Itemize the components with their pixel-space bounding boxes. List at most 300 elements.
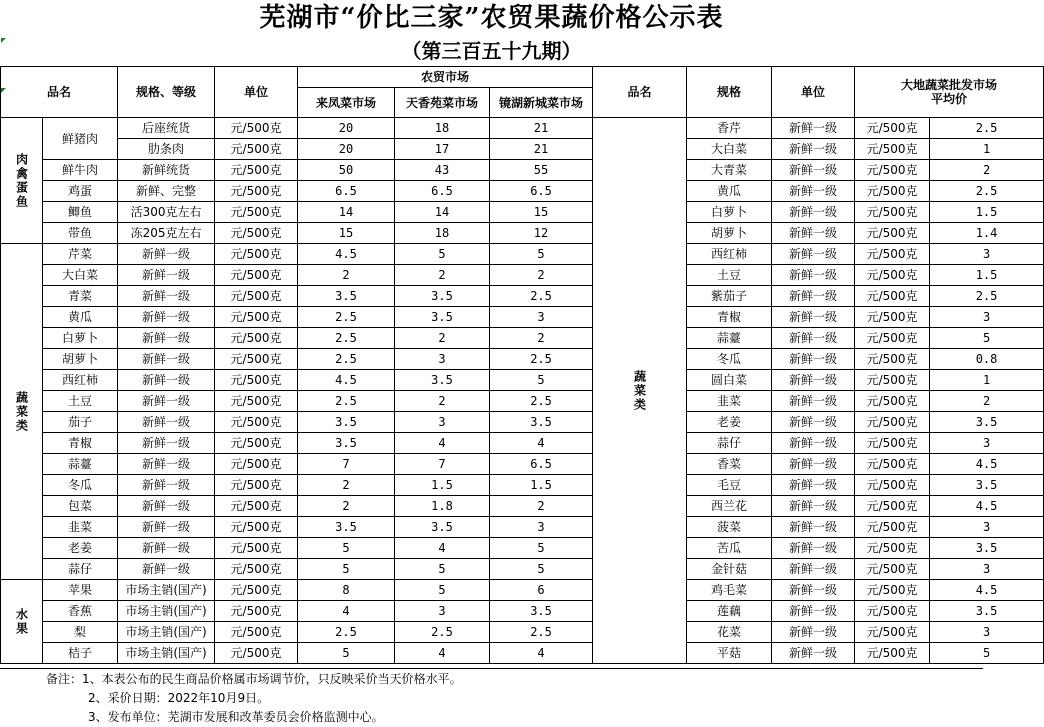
table-row bbox=[1, 181, 1044, 202]
item-spec-right: 新鲜一级 bbox=[772, 244, 855, 265]
price-market-3: 4 bbox=[490, 643, 593, 664]
item-spec-right: 新鲜一级 bbox=[772, 139, 855, 160]
item-unit: 元/500克 bbox=[215, 643, 298, 664]
item-unit: 元/500克 bbox=[215, 517, 298, 538]
item-name: 带鱼 bbox=[43, 223, 118, 244]
item-name-right: 蒜薹 bbox=[687, 328, 772, 349]
header-spec: 规格、等级 bbox=[118, 67, 215, 118]
table-row bbox=[1, 349, 1044, 370]
price-market-1: 4 bbox=[298, 601, 395, 622]
price-market-1: 2.5 bbox=[298, 391, 395, 412]
item-unit-right: 元/500克 bbox=[855, 433, 930, 454]
item-unit-right: 元/500克 bbox=[855, 496, 930, 517]
item-name: 韭菜 bbox=[43, 517, 118, 538]
price-market-1: 2 bbox=[298, 475, 395, 496]
item-name: 芹菜 bbox=[43, 244, 118, 265]
price-wholesale: 5 bbox=[930, 643, 1044, 664]
price-market-1: 4.5 bbox=[298, 244, 395, 265]
table-row bbox=[1, 433, 1044, 454]
price-market-3: 21 bbox=[490, 139, 593, 160]
item-spec-right: 新鲜一级 bbox=[772, 370, 855, 391]
table-row bbox=[1, 286, 1044, 307]
item-unit-right: 元/500克 bbox=[855, 412, 930, 433]
price-market-1: 4.5 bbox=[298, 370, 395, 391]
item-spec: 后座统货 bbox=[118, 118, 215, 139]
item-name-right: 大白菜 bbox=[687, 139, 772, 160]
header-wholesale-line2: 平均价 bbox=[931, 92, 968, 106]
price-market-3: 3.5 bbox=[490, 601, 593, 622]
item-unit: 元/500克 bbox=[215, 307, 298, 328]
price-market-2: 14 bbox=[395, 202, 490, 223]
table-row bbox=[1, 475, 1044, 496]
price-market-3: 6.5 bbox=[490, 181, 593, 202]
price-market-2: 3.5 bbox=[395, 286, 490, 307]
item-unit-right: 元/500克 bbox=[855, 454, 930, 475]
price-market-3: 2.5 bbox=[490, 349, 593, 370]
item-spec-right: 新鲜一级 bbox=[772, 391, 855, 412]
price-market-3: 4 bbox=[490, 433, 593, 454]
price-market-3: 3.5 bbox=[490, 412, 593, 433]
item-name: 鲜牛肉 bbox=[43, 160, 118, 181]
item-spec-right: 新鲜一级 bbox=[772, 517, 855, 538]
item-spec-right: 新鲜一级 bbox=[772, 265, 855, 286]
item-unit: 元/500克 bbox=[215, 559, 298, 580]
category-veg-right: 蔬菜类 bbox=[593, 118, 687, 664]
price-market-3: 2 bbox=[490, 265, 593, 286]
item-spec: 新鲜一级 bbox=[118, 265, 215, 286]
item-unit-right: 元/500克 bbox=[855, 559, 930, 580]
item-spec: 肋条肉 bbox=[118, 139, 215, 160]
item-unit-right: 元/500克 bbox=[855, 391, 930, 412]
price-market-2: 6.5 bbox=[395, 181, 490, 202]
price-market-2: 2.5 bbox=[395, 622, 490, 643]
item-name-right: 平菇 bbox=[687, 643, 772, 664]
price-market-2: 4 bbox=[395, 538, 490, 559]
category-meat: 肉禽蛋鱼 bbox=[1, 118, 43, 244]
table-row bbox=[1, 559, 1044, 580]
item-name-right: 蒜仔 bbox=[687, 433, 772, 454]
table-row bbox=[1, 391, 1044, 412]
price-market-2: 3.5 bbox=[395, 370, 490, 391]
item-name: 蒜仔 bbox=[43, 559, 118, 580]
price-wholesale: 3 bbox=[930, 517, 1044, 538]
price-market-3: 2.5 bbox=[490, 391, 593, 412]
item-name: 苹果 bbox=[43, 580, 118, 601]
price-market-3: 3 bbox=[490, 307, 593, 328]
item-unit-right: 元/500克 bbox=[855, 643, 930, 664]
item-unit: 元/500克 bbox=[215, 370, 298, 391]
price-wholesale: 4.5 bbox=[930, 496, 1044, 517]
item-spec: 市场主销(国产) bbox=[118, 643, 215, 664]
price-market-2: 3 bbox=[395, 601, 490, 622]
price-market-2: 3.5 bbox=[395, 307, 490, 328]
item-spec-right: 新鲜一级 bbox=[772, 559, 855, 580]
item-spec: 市场主销(国产) bbox=[118, 580, 215, 601]
item-name: 青椒 bbox=[43, 433, 118, 454]
item-spec: 市场主销(国产) bbox=[118, 601, 215, 622]
item-spec-right: 新鲜一级 bbox=[772, 454, 855, 475]
price-market-2: 7 bbox=[395, 454, 490, 475]
item-name: 胡萝卜 bbox=[43, 349, 118, 370]
price-wholesale: 4.5 bbox=[930, 580, 1044, 601]
item-name-right: 莲藕 bbox=[687, 601, 772, 622]
corner-marker-icon bbox=[1, 38, 6, 43]
note-2: 2、采价日期：2022年10月9日。 bbox=[88, 691, 270, 705]
item-spec: 新鲜一级 bbox=[118, 538, 215, 559]
price-market-3: 5 bbox=[490, 244, 593, 265]
item-unit-right: 元/500克 bbox=[855, 118, 930, 139]
item-unit-right: 元/500克 bbox=[855, 622, 930, 643]
table-row bbox=[1, 223, 1044, 244]
item-name-right: 大青菜 bbox=[687, 160, 772, 181]
price-market-2: 5 bbox=[395, 559, 490, 580]
item-spec: 新鲜一级 bbox=[118, 517, 215, 538]
item-name: 梨 bbox=[43, 622, 118, 643]
item-name-right: 香芹 bbox=[687, 118, 772, 139]
item-name: 老姜 bbox=[43, 538, 118, 559]
header-wholesale bbox=[855, 67, 1044, 118]
price-market-2: 5 bbox=[395, 244, 490, 265]
item-unit-right: 元/500克 bbox=[855, 328, 930, 349]
item-name-right: 白萝卜 bbox=[687, 202, 772, 223]
item-unit: 元/500克 bbox=[215, 286, 298, 307]
item-name-right: 韭菜 bbox=[687, 391, 772, 412]
price-market-3: 5 bbox=[490, 538, 593, 559]
price-market-3: 6 bbox=[490, 580, 593, 601]
price-wholesale: 4.5 bbox=[930, 454, 1044, 475]
price-market-3: 2 bbox=[490, 496, 593, 517]
item-unit-right: 元/500克 bbox=[855, 601, 930, 622]
item-unit: 元/500克 bbox=[215, 412, 298, 433]
item-spec-right: 新鲜一级 bbox=[772, 643, 855, 664]
item-spec: 新鲜一级 bbox=[118, 244, 215, 265]
item-unit-right: 元/500克 bbox=[855, 223, 930, 244]
price-wholesale: 3 bbox=[930, 433, 1044, 454]
header-market-1: 来凤菜市场 bbox=[298, 88, 395, 118]
item-name-right: 鸡毛菜 bbox=[687, 580, 772, 601]
item-unit: 元/500克 bbox=[215, 391, 298, 412]
price-market-1: 15 bbox=[298, 223, 395, 244]
item-spec: 新鲜一级 bbox=[118, 328, 215, 349]
item-unit: 元/500克 bbox=[215, 496, 298, 517]
item-spec-right: 新鲜一级 bbox=[772, 286, 855, 307]
header-market-group: 农贸市场 bbox=[298, 67, 593, 88]
table-row bbox=[1, 118, 1044, 139]
item-name: 鲫鱼 bbox=[43, 202, 118, 223]
header-wholesale-line1: 大地蔬菜批发市场 bbox=[901, 78, 998, 92]
price-market-1: 3.5 bbox=[298, 412, 395, 433]
item-name-right: 青椒 bbox=[687, 307, 772, 328]
price-market-1: 20 bbox=[298, 118, 395, 139]
price-market-3: 2 bbox=[490, 328, 593, 349]
price-market-1: 3.5 bbox=[298, 517, 395, 538]
item-spec: 新鲜一级 bbox=[118, 412, 215, 433]
item-name: 鲜猪肉 bbox=[43, 118, 118, 160]
item-name: 香蕉 bbox=[43, 601, 118, 622]
price-wholesale: 3 bbox=[930, 244, 1044, 265]
item-spec-right: 新鲜一级 bbox=[772, 223, 855, 244]
item-unit: 元/500克 bbox=[215, 118, 298, 139]
item-unit: 元/500克 bbox=[215, 181, 298, 202]
price-market-1: 5 bbox=[298, 643, 395, 664]
item-name-right: 毛豆 bbox=[687, 475, 772, 496]
item-name: 茄子 bbox=[43, 412, 118, 433]
item-spec: 新鲜统货 bbox=[118, 160, 215, 181]
item-spec: 新鲜一级 bbox=[118, 433, 215, 454]
price-market-3: 2.5 bbox=[490, 622, 593, 643]
item-unit: 元/500克 bbox=[215, 454, 298, 475]
header-unit: 单位 bbox=[215, 67, 298, 118]
item-name: 包菜 bbox=[43, 496, 118, 517]
table-row bbox=[1, 370, 1044, 391]
item-name: 大白菜 bbox=[43, 265, 118, 286]
header-name: 品名 bbox=[1, 67, 118, 118]
price-market-1: 20 bbox=[298, 139, 395, 160]
price-wholesale: 3 bbox=[930, 622, 1044, 643]
price-wholesale: 3.5 bbox=[930, 601, 1044, 622]
price-market-1: 14 bbox=[298, 202, 395, 223]
price-market-3: 6.5 bbox=[490, 454, 593, 475]
item-unit-right: 元/500克 bbox=[855, 307, 930, 328]
price-market-3: 5 bbox=[490, 559, 593, 580]
price-market-3: 21 bbox=[490, 118, 593, 139]
table-row bbox=[1, 622, 1044, 643]
item-spec: 新鲜一级 bbox=[118, 475, 215, 496]
corner-marker-icon bbox=[1, 88, 6, 93]
price-market-1: 3.5 bbox=[298, 286, 395, 307]
item-name-right: 西兰花 bbox=[687, 496, 772, 517]
item-unit-right: 元/500克 bbox=[855, 517, 930, 538]
item-spec-right: 新鲜一级 bbox=[772, 181, 855, 202]
table-row bbox=[1, 643, 1044, 664]
category-veg: 蔬菜类 bbox=[1, 244, 43, 580]
table-row bbox=[1, 202, 1044, 223]
item-spec: 活300克左右 bbox=[118, 202, 215, 223]
item-unit: 元/500克 bbox=[215, 433, 298, 454]
item-spec-right: 新鲜一级 bbox=[772, 202, 855, 223]
price-market-2: 18 bbox=[395, 118, 490, 139]
price-wholesale: 2 bbox=[930, 160, 1044, 181]
note-1: 备注：1、本表公布的民生商品价格属市场调节价，只反映采价当天价格水平。 bbox=[46, 672, 462, 686]
price-market-1: 3.5 bbox=[298, 433, 395, 454]
item-spec: 新鲜一级 bbox=[118, 307, 215, 328]
item-spec-right: 新鲜一级 bbox=[772, 307, 855, 328]
item-unit-right: 元/500克 bbox=[855, 181, 930, 202]
price-market-1: 2.5 bbox=[298, 328, 395, 349]
header-market-2: 天香苑菜市场 bbox=[395, 88, 490, 118]
header-name-right: 品名 bbox=[593, 67, 687, 118]
item-unit: 元/500克 bbox=[215, 601, 298, 622]
item-name: 冬瓜 bbox=[43, 475, 118, 496]
price-wholesale: 0.8 bbox=[930, 349, 1044, 370]
item-unit: 元/500克 bbox=[215, 622, 298, 643]
item-unit-right: 元/500克 bbox=[855, 202, 930, 223]
item-name-right: 香菜 bbox=[687, 454, 772, 475]
item-name-right: 老姜 bbox=[687, 412, 772, 433]
price-wholesale: 2 bbox=[930, 391, 1044, 412]
header-market-3: 镜湖新城菜市场 bbox=[490, 88, 593, 118]
note-3: 3、发布单位：芜湖市发展和改革委员会价格监测中心。 bbox=[88, 710, 384, 724]
item-spec-right: 新鲜一级 bbox=[772, 622, 855, 643]
price-market-3: 55 bbox=[490, 160, 593, 181]
item-spec: 新鲜一级 bbox=[118, 286, 215, 307]
item-spec: 新鲜、完整 bbox=[118, 181, 215, 202]
price-market-2: 3.5 bbox=[395, 517, 490, 538]
item-unit-right: 元/500克 bbox=[855, 538, 930, 559]
item-name-right: 圆白菜 bbox=[687, 370, 772, 391]
item-spec: 新鲜一级 bbox=[118, 370, 215, 391]
item-spec: 新鲜一级 bbox=[118, 391, 215, 412]
price-wholesale: 2.5 bbox=[930, 181, 1044, 202]
price-market-2: 2 bbox=[395, 328, 490, 349]
price-market-1: 50 bbox=[298, 160, 395, 181]
item-spec: 新鲜一级 bbox=[118, 349, 215, 370]
price-market-1: 2.5 bbox=[298, 307, 395, 328]
item-name: 鸡蛋 bbox=[43, 181, 118, 202]
item-unit: 元/500克 bbox=[215, 265, 298, 286]
price-wholesale: 3 bbox=[930, 559, 1044, 580]
price-market-3: 1.5 bbox=[490, 475, 593, 496]
table-row bbox=[1, 496, 1044, 517]
price-wholesale: 3 bbox=[930, 307, 1044, 328]
item-spec: 新鲜一级 bbox=[118, 454, 215, 475]
item-name: 蒜薹 bbox=[43, 454, 118, 475]
item-unit-right: 元/500克 bbox=[855, 475, 930, 496]
item-spec-right: 新鲜一级 bbox=[772, 538, 855, 559]
table-row bbox=[1, 580, 1044, 601]
header-unit-right: 单位 bbox=[772, 67, 855, 118]
item-spec: 新鲜一级 bbox=[118, 496, 215, 517]
price-wholesale: 1.5 bbox=[930, 202, 1044, 223]
price-market-1: 6.5 bbox=[298, 181, 395, 202]
item-spec: 新鲜一级 bbox=[118, 559, 215, 580]
price-market-1: 5 bbox=[298, 559, 395, 580]
item-spec-right: 新鲜一级 bbox=[772, 118, 855, 139]
price-market-1: 2.5 bbox=[298, 349, 395, 370]
price-market-1: 2 bbox=[298, 265, 395, 286]
price-market-2: 18 bbox=[395, 223, 490, 244]
item-unit: 元/500克 bbox=[215, 475, 298, 496]
table-row bbox=[1, 538, 1044, 559]
item-spec-right: 新鲜一级 bbox=[772, 412, 855, 433]
item-unit-right: 元/500克 bbox=[855, 286, 930, 307]
item-name: 白萝卜 bbox=[43, 328, 118, 349]
item-name: 青菜 bbox=[43, 286, 118, 307]
item-name-right: 冬瓜 bbox=[687, 349, 772, 370]
table-row bbox=[1, 601, 1044, 622]
price-market-3: 5 bbox=[490, 370, 593, 391]
item-name-right: 土豆 bbox=[687, 265, 772, 286]
price-market-2: 1.8 bbox=[395, 496, 490, 517]
table-row bbox=[1, 328, 1044, 349]
table-row bbox=[1, 454, 1044, 475]
table-row bbox=[1, 265, 1044, 286]
price-market-2: 5 bbox=[395, 580, 490, 601]
item-spec-right: 新鲜一级 bbox=[772, 160, 855, 181]
price-wholesale: 3.5 bbox=[930, 475, 1044, 496]
price-market-2: 1.5 bbox=[395, 475, 490, 496]
item-spec-right: 新鲜一级 bbox=[772, 496, 855, 517]
page-title: 芜湖市“价比三家”农贸果蔬价格公示表 bbox=[259, 3, 724, 33]
price-market-2: 4 bbox=[395, 433, 490, 454]
item-spec: 市场主销(国产) bbox=[118, 622, 215, 643]
item-unit-right: 元/500克 bbox=[855, 580, 930, 601]
price-wholesale: 1.5 bbox=[930, 265, 1044, 286]
item-name-right: 菠菜 bbox=[687, 517, 772, 538]
issue-subtitle: （第三百五十九期） bbox=[401, 39, 582, 63]
price-market-2: 17 bbox=[395, 139, 490, 160]
item-name-right: 胡萝卜 bbox=[687, 223, 772, 244]
category-fruit: 水果 bbox=[1, 580, 43, 664]
price-market-2: 3 bbox=[395, 412, 490, 433]
price-market-3: 2.5 bbox=[490, 286, 593, 307]
item-spec-right: 新鲜一级 bbox=[772, 601, 855, 622]
item-unit: 元/500克 bbox=[215, 223, 298, 244]
price-market-2: 4 bbox=[395, 643, 490, 664]
item-unit-right: 元/500克 bbox=[855, 244, 930, 265]
item-unit-right: 元/500克 bbox=[855, 139, 930, 160]
price-market-3: 15 bbox=[490, 202, 593, 223]
price-market-1: 7 bbox=[298, 454, 395, 475]
item-unit: 元/500克 bbox=[215, 202, 298, 223]
item-spec-right: 新鲜一级 bbox=[772, 328, 855, 349]
table-row bbox=[1, 517, 1044, 538]
price-market-3: 3 bbox=[490, 517, 593, 538]
item-spec-right: 新鲜一级 bbox=[772, 349, 855, 370]
price-market-2: 2 bbox=[395, 391, 490, 412]
item-unit: 元/500克 bbox=[215, 160, 298, 181]
price-market-1: 2 bbox=[298, 496, 395, 517]
price-market-2: 3 bbox=[395, 349, 490, 370]
price-wholesale: 1 bbox=[930, 370, 1044, 391]
price-wholesale: 5 bbox=[930, 328, 1044, 349]
item-name: 土豆 bbox=[43, 391, 118, 412]
item-unit: 元/500克 bbox=[215, 538, 298, 559]
price-market-1: 2.5 bbox=[298, 622, 395, 643]
item-name: 桔子 bbox=[43, 643, 118, 664]
table-row bbox=[1, 139, 1044, 160]
price-wholesale: 1.4 bbox=[930, 223, 1044, 244]
price-wholesale: 1 bbox=[930, 139, 1044, 160]
item-spec-right: 新鲜一级 bbox=[772, 580, 855, 601]
item-name-right: 西红柿 bbox=[687, 244, 772, 265]
item-unit: 元/500克 bbox=[215, 244, 298, 265]
price-market-2: 43 bbox=[395, 160, 490, 181]
price-wholesale: 3.5 bbox=[930, 538, 1044, 559]
item-unit-right: 元/500克 bbox=[855, 370, 930, 391]
table-row bbox=[1, 412, 1044, 433]
price-market-1: 5 bbox=[298, 538, 395, 559]
item-name-right: 花菜 bbox=[687, 622, 772, 643]
header-spec-right: 规格 bbox=[687, 67, 772, 118]
item-name-right: 黄瓜 bbox=[687, 181, 772, 202]
item-unit: 元/500克 bbox=[215, 139, 298, 160]
price-market-2: 2 bbox=[395, 265, 490, 286]
price-wholesale: 3.5 bbox=[930, 412, 1044, 433]
price-table bbox=[0, 66, 1044, 664]
item-spec: 冻205克左右 bbox=[118, 223, 215, 244]
item-name-right: 苦瓜 bbox=[687, 538, 772, 559]
item-name: 西红柿 bbox=[43, 370, 118, 391]
table-row bbox=[1, 307, 1044, 328]
price-wholesale: 2.5 bbox=[930, 286, 1044, 307]
item-unit: 元/500克 bbox=[215, 349, 298, 370]
price-market-1: 8 bbox=[298, 580, 395, 601]
item-spec-right: 新鲜一级 bbox=[772, 475, 855, 496]
price-wholesale: 2.5 bbox=[930, 118, 1044, 139]
item-unit-right: 元/500克 bbox=[855, 160, 930, 181]
price-market-3: 12 bbox=[490, 223, 593, 244]
